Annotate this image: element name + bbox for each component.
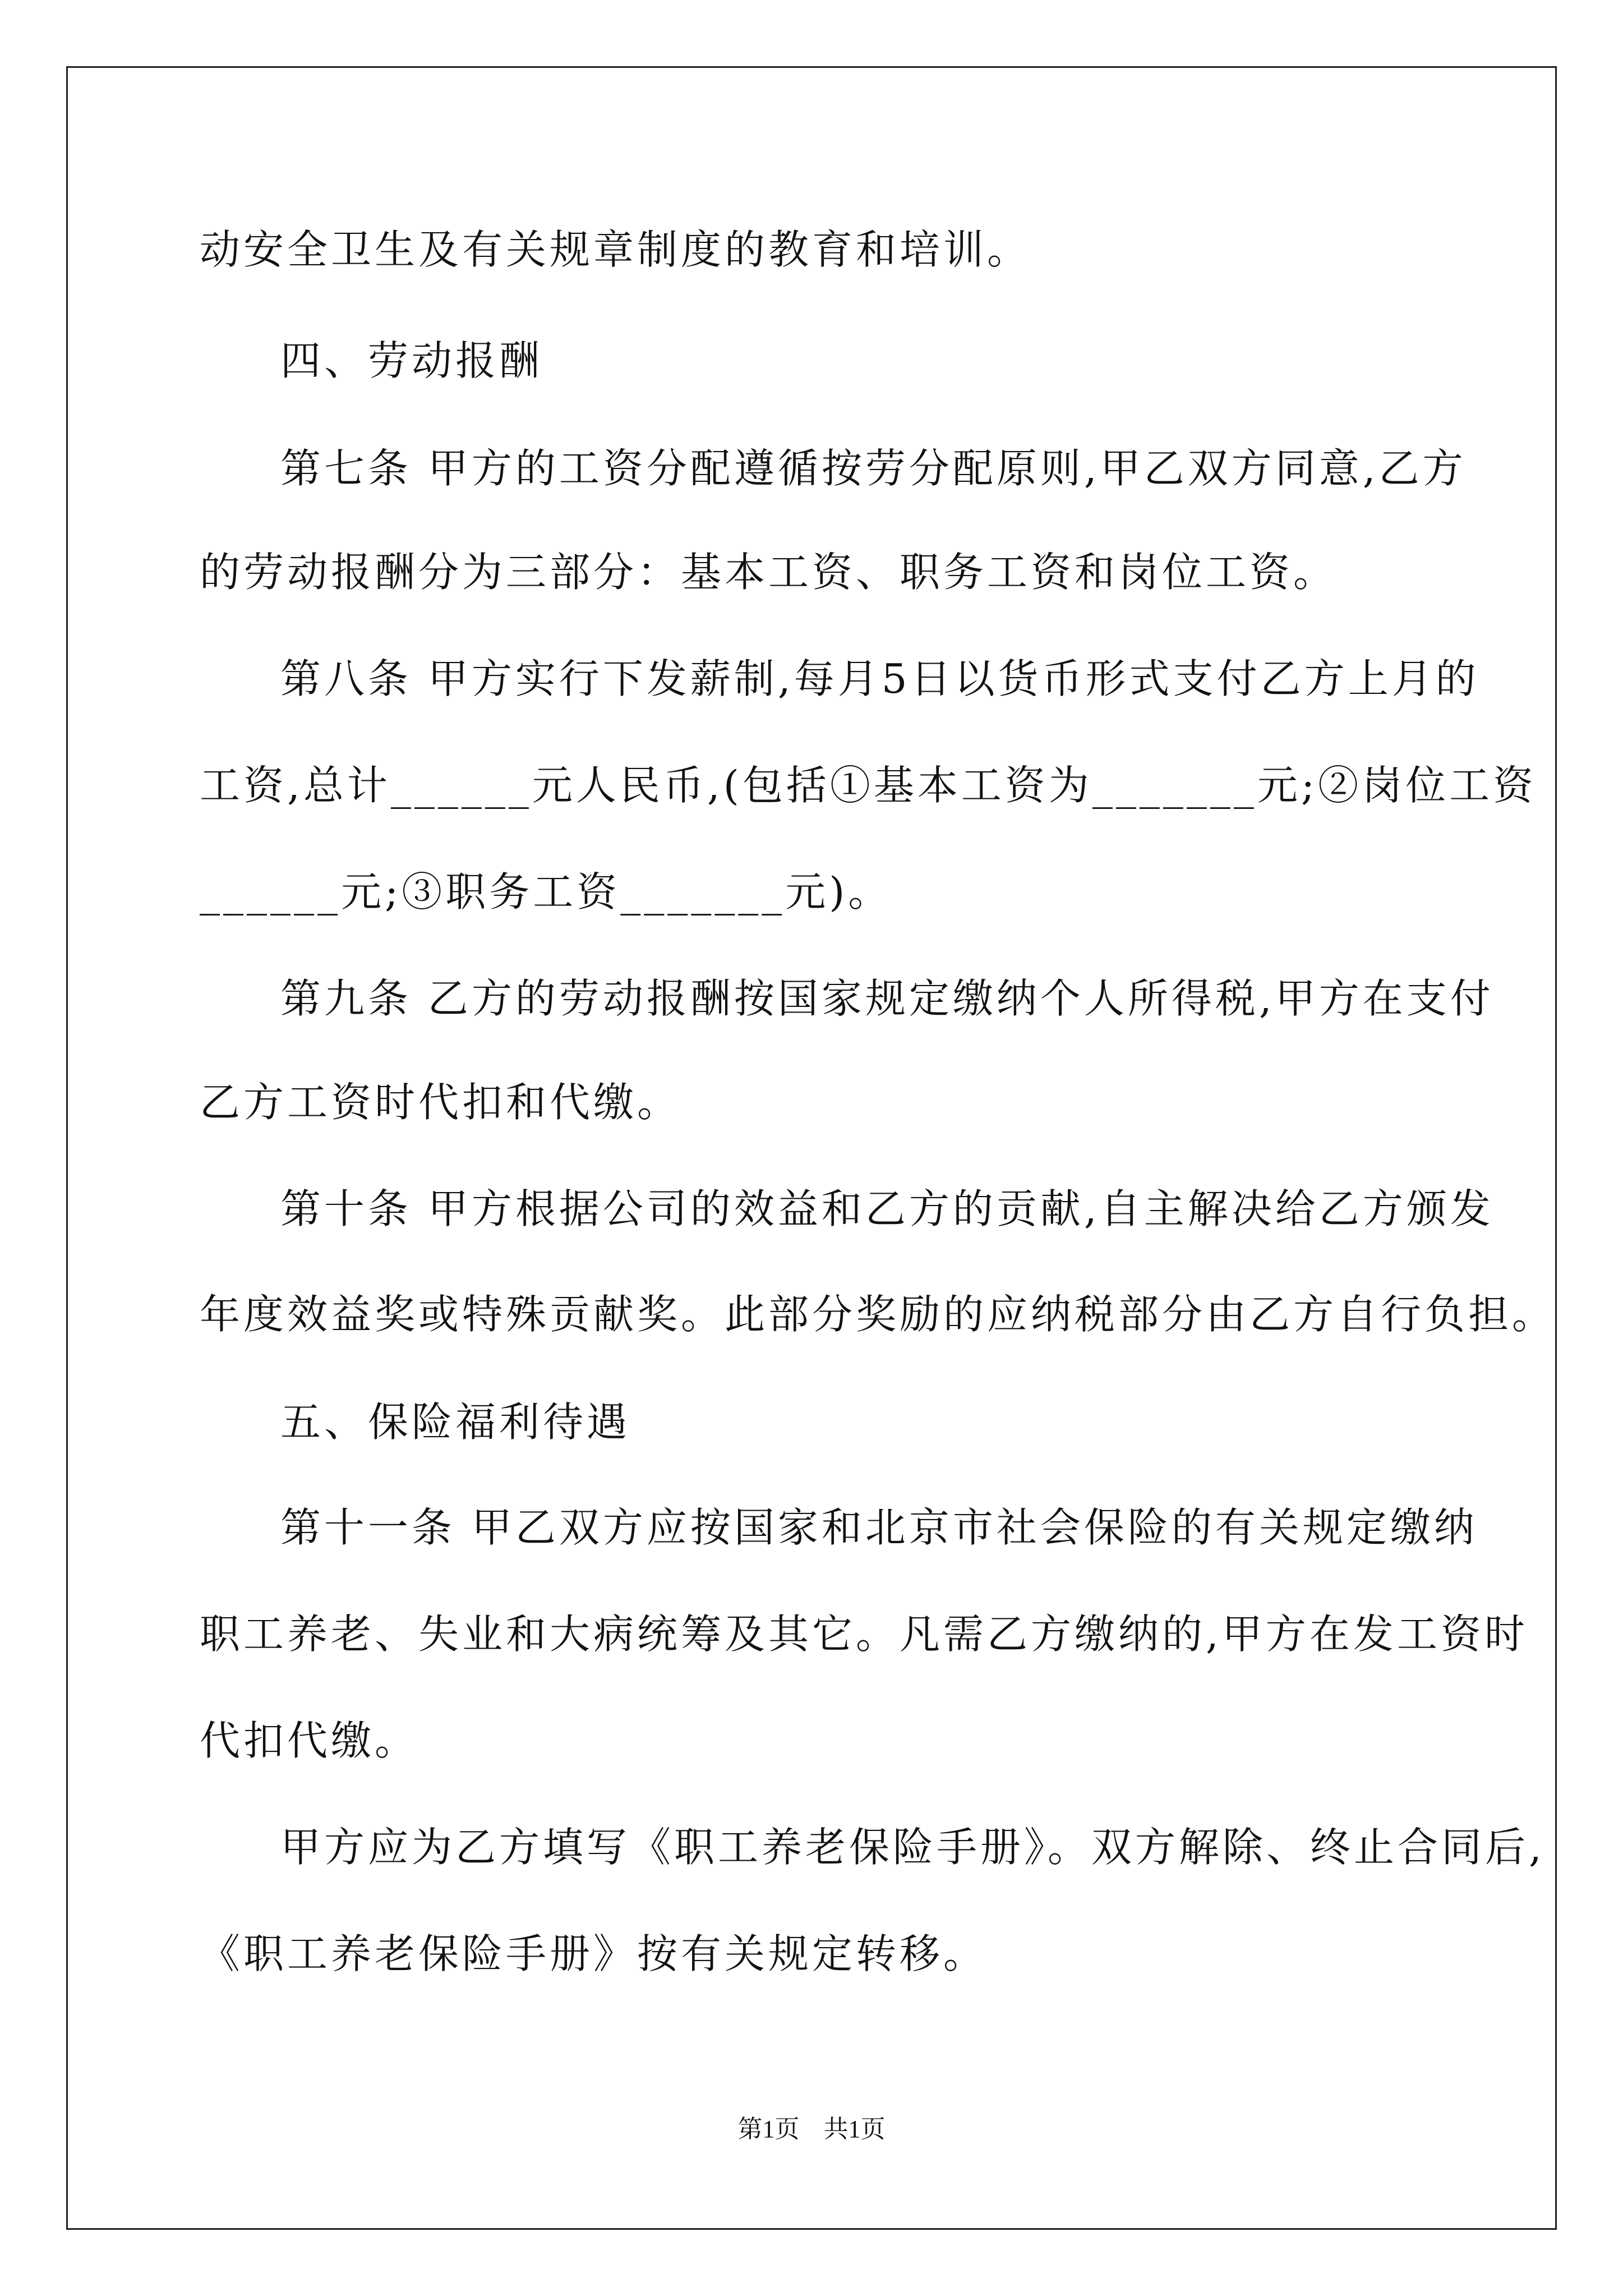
article-7-line-1: 第七条 甲方的工资分配遵循按劳分配原则,甲乙双方同意,乙方: [280, 445, 1467, 492]
article-8-line-3: ______元;③职务工资_______元)。: [200, 868, 892, 915]
article-9-line-2: 乙方工资时代扣和代缴。: [200, 1079, 681, 1126]
article-11-line-1: 第十一条 甲乙双方应按国家和北京市社会保险的有关规定缴纳: [280, 1504, 1478, 1551]
article-10-line-2: 年度效益奖或特殊贡献奖。此部分奖励的应纳税部分由乙方自行负担。: [200, 1291, 1556, 1338]
article-9-line-1: 第九条 乙方的劳动报酬按国家规定缴纳个人所得税,甲方在支付: [280, 975, 1494, 1022]
section-heading-insurance: 五、保险福利待遇: [280, 1398, 631, 1446]
article-10-line-1: 第十条 甲方根据公司的效益和乙方的贡献,自主解决给乙方颁发: [280, 1185, 1494, 1232]
page-footer: [0, 2114, 1623, 2145]
pension-handbook-line-1: 甲方应为乙方填写《职工养老保险手册》。双方解除、终止合同后,: [280, 1824, 1545, 1871]
section-heading-labor-pay: 四、劳动报酬: [280, 337, 543, 384]
pension-handbook-line-2: 《职工养老保险手册》按有关规定转移。: [200, 1930, 988, 1977]
article-11-line-2: 职工养老、失业和大病统筹及其它。凡需乙方缴纳的,甲方在发工资时: [200, 1611, 1528, 1658]
article-8-line-2: 工资,总计______元人民币,(包括①基本工资为_______元;②岗位工资: [200, 762, 1537, 809]
article-8-line-1: 第八条 甲方实行下发薪制,每月5日以货币形式支付乙方上月的: [280, 655, 1479, 702]
page-total: 共1页: [823, 2115, 886, 2143]
article-7-line-2: 的劳动报酬分为三部分：基本工资、职务工资和岗位工资。: [200, 549, 1338, 596]
article-11-line-3: 代扣代缴。: [200, 1717, 419, 1764]
page-border: [66, 66, 1557, 2230]
page-number: 第1页: [737, 2115, 800, 2143]
body-line-1: 动安全卫生及有关规章制度的教育和培训。: [200, 226, 1031, 273]
